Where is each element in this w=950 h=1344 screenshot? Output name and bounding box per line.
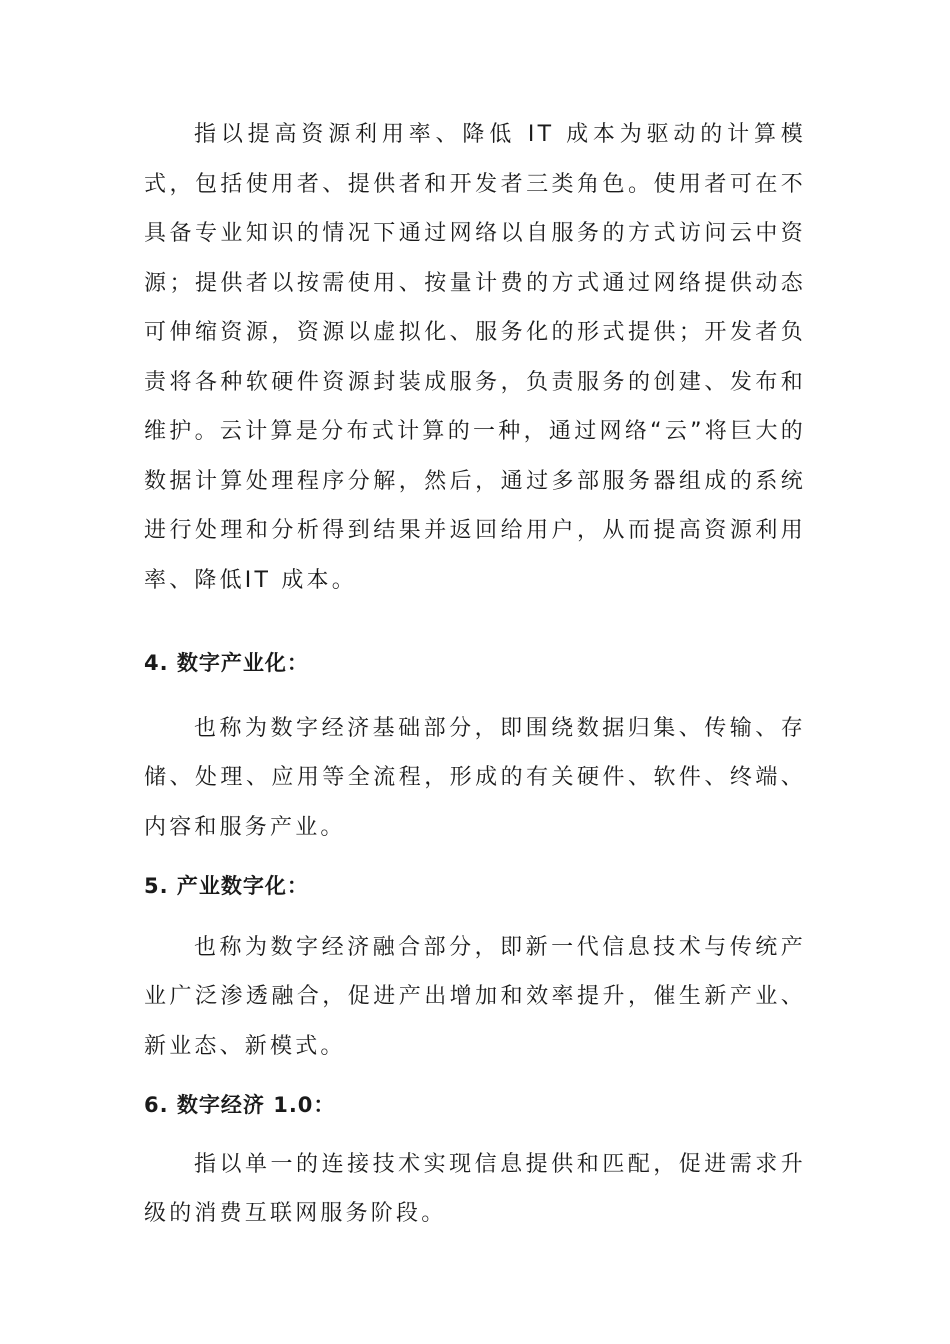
section-spacer	[144, 852, 806, 862]
heading-industrial-digitalization: 5. 产业数字化：	[144, 874, 309, 898]
section-spacer	[144, 689, 806, 704]
heading-digital-economy-1-0: 6. 数字经济 1.0：	[144, 1093, 336, 1117]
industrial-digitalization-definition: 也称为数字经济融合部分，即新一代信息技术与传统产业广泛渗透融合，促进产出增加和效率提升，催生新产业、新业态、新模式。	[144, 934, 806, 1059]
section-spacer	[144, 1131, 806, 1140]
digital-economy-1-0-definition: 指以单一的连接技术实现信息提供和匹配，促进需求升级的消费互联网服务阶段。	[144, 1151, 806, 1226]
cloud-computing-definition: 指以提高资源利用率、降低 IT 成本为驱动的计算模式，包括使用者、提供者和开发者三类角色。使用者可在不具备专业知识的情况下通过网络以自服务的方式访问云中资源；提供者以按需使用、按量计费的方式通过网络提供动态可伸缩资源，资源以虚拟化、服务化的形式提供；开发者负责将各种软硬件资源封装成服务，负责服务的创建、发布和维护。云计算是分布式计算的一种，通过网络“云”将巨大的数据计算处理程序分解，然后，通过多部服务器组成的系统进行处理和分析得到结果并返回给用户，从而提高资源利用率、降低IT 成本。	[144, 122, 806, 593]
section-spacer	[144, 605, 806, 639]
heading-digital-industrialization: 4. 数字产业化：	[144, 651, 309, 675]
document-page	[144, 110, 806, 1239]
section-spacer	[144, 1071, 806, 1081]
digital-industrialization-definition: 也称为数字经济基础部分，即围绕数据归集、传输、存储、处理、应用等全流程，形成的有关硬件、软件、终端、内容和服务产业。	[144, 715, 806, 840]
section-spacer	[144, 912, 806, 923]
